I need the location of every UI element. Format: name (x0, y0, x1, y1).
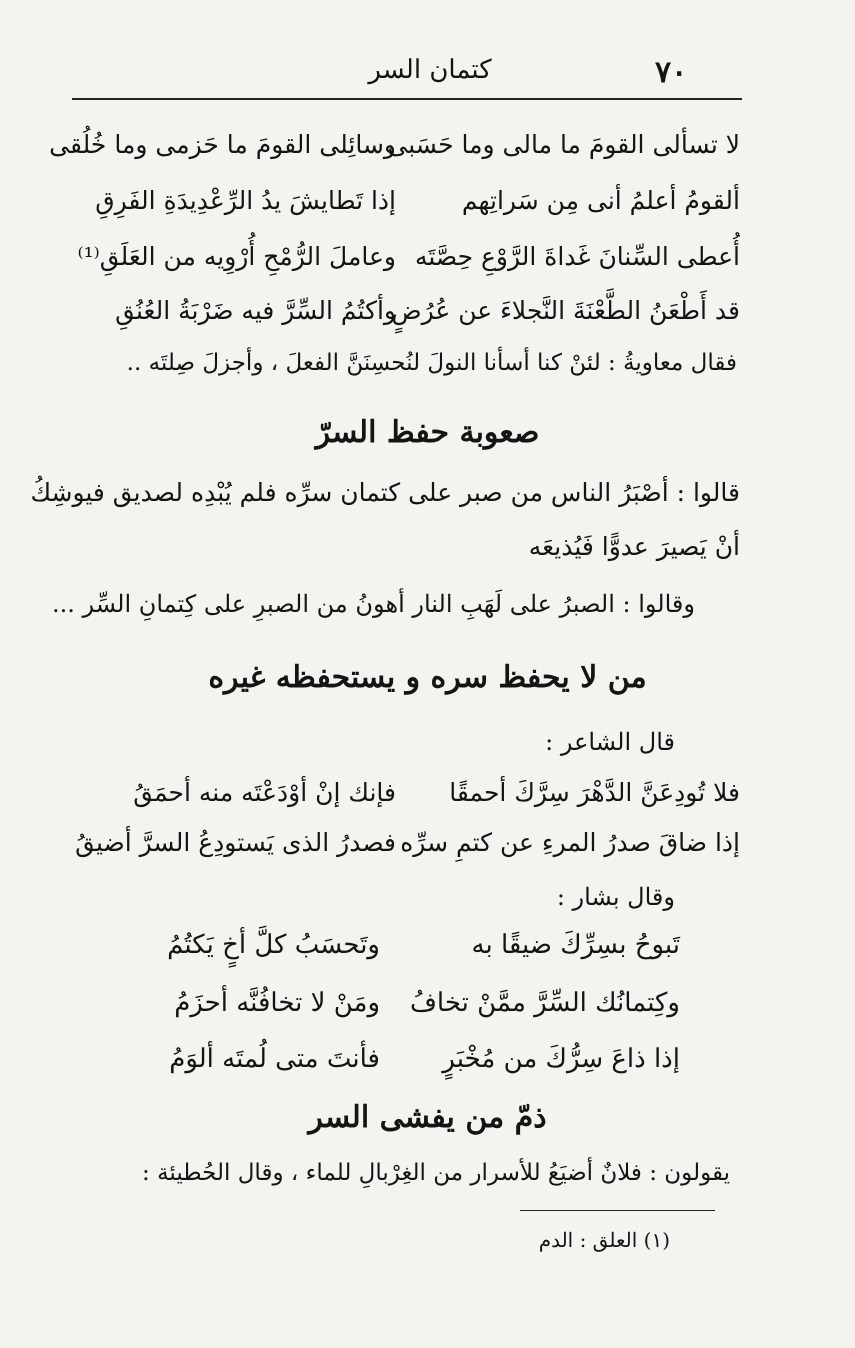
poet-intro: وقال بشار : (556, 883, 675, 911)
verse-hemistich-first: فلا تُودِعَنَّ الدَّهْرَ سِرَّكَ أحمقًا (449, 778, 740, 807)
verse-line (100, 1044, 680, 1100)
verse-line (66, 778, 740, 830)
verse-hemistich-first: قد أَطْعَنُ الطَّعْنَةَ النَّجلاءَ عن عُرُضٍ (391, 296, 740, 325)
footnote: (١) العلق : الدم (538, 1228, 670, 1252)
verse-hemistich-first: لا تسألى القومَ ما مالى وما حَسَبى (387, 130, 740, 159)
verse-hemistich-second: وتَحسَبُ كلَّ أخٍ يَكتُمُ (167, 930, 380, 960)
verse-hemistich-first: وكِتمانُك السِّرَّ ممَّنْ تخافُ (409, 988, 680, 1018)
verse-hemistich-first: إذا ذاعَ سِرُّكَ من مُخْبَرٍ (442, 1044, 680, 1074)
header-rule (72, 98, 742, 100)
verse-hemistich-first: إذا ضاقَ صدرُ المرءِ عن كتمِ سرِّه (400, 828, 740, 857)
section-heading: من لا يحفظ سره و يستحفظه غيره (208, 660, 647, 695)
prose-line: يقولون : فلانٌ أضيَعُ للأسرار من الغِرْبالِ للماء ، وقال الحُطيئة : (142, 1160, 730, 1186)
verse-hemistich-first: تَبوحُ بسِرِّكَ ضيقًا به (471, 930, 680, 960)
running-title: كتمان السر (368, 55, 492, 85)
footnote-rule (520, 1210, 715, 1211)
section-heading: ذمّ من يفشى السر (308, 1100, 547, 1135)
verse-line (49, 130, 740, 182)
page-number: ٧٠ (655, 55, 688, 90)
verse-line (66, 186, 740, 238)
verse-hemistich-first: ألقومُ أعلمُ أنى مِن سَراتِهم (461, 186, 740, 215)
muawiya-line: فقال معاويةُ : لئنْ كنا أسأنا النولَ لنُحسِنَنَّ الفعلَ ، وأجزلَ صِلتَه .. (126, 350, 737, 376)
verse-hemistich-second: ومَنْ لا تخافُنَّه أحزَمُ (174, 988, 380, 1018)
verse-hemistich-second: إذا تَطايشَ يدُ الرِّعْدِيدَةِ الفَرِقِ (95, 186, 396, 215)
verse-hemistich-second: وسائِلى القومَ ما حَزمى وما خُلُقى (49, 130, 396, 159)
verse-hemistich-first: أُعطى السِّنانَ غَداةَ الرَّوْعِ حِصَّتَه (414, 242, 740, 271)
verse-hemistich-second: فإنك إنْ أوْدَعْتَه منه أحمَقُ (133, 778, 396, 807)
poet-intro: قال الشاعر : (545, 728, 675, 756)
prose-line: قالوا : أصْبَرُ الناس من صبر على كتمان سرِّه فلم يُبْدِه لصديق فيوشِكُ (30, 478, 740, 507)
verse-line (66, 828, 740, 880)
verse-hemistich-second: وعاملَ الرُّمْحِ أُرْوِيه من العَلَقِ⁽¹⁾ (77, 242, 396, 271)
verse-hemistich-second: وأكتُمُ السِّرَّ فيه ضَرْبَةُ العُنُقِ (115, 296, 396, 325)
verse-hemistich-second: فأنتَ متى لُمتَه ألوَمُ (169, 1044, 380, 1074)
verse-hemistich-second: فصدرُ الذى يَستودِعُ السرَّ أضيقُ (75, 828, 396, 857)
section-heading: صعوبة حفظ السرّ (315, 415, 540, 450)
prose-line: أنْ يَصيرَ عدوًّا فَيُذيعَه (528, 532, 740, 561)
verse-line (66, 242, 740, 294)
verse-line (100, 988, 680, 1044)
verse-line (100, 930, 680, 986)
prose-line: وقالوا : الصبرُ على لَهَبِ النار أهونُ من الصبرِ على كِتمانِ السِّر ... (51, 590, 695, 618)
verse-line (66, 296, 740, 348)
